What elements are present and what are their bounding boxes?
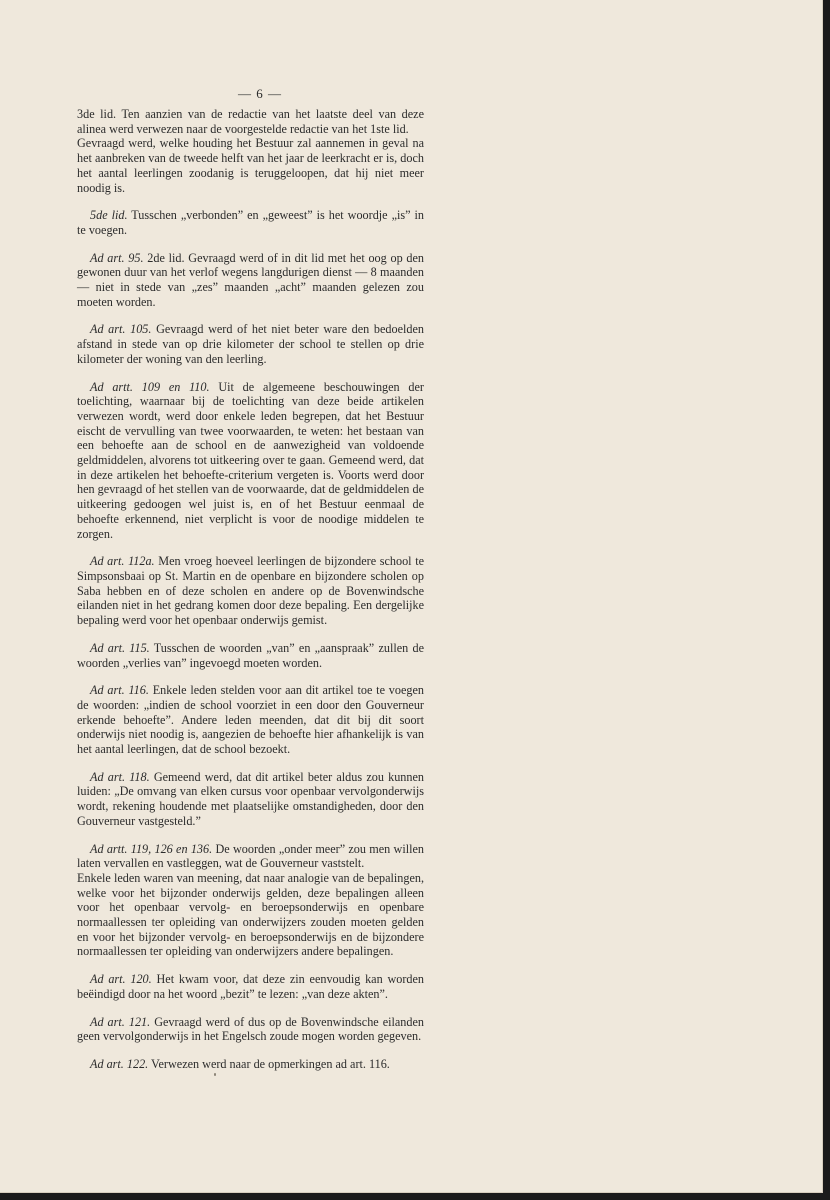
article-reference: Ad art. 105. bbox=[90, 322, 152, 337]
paragraph bbox=[77, 208, 424, 237]
article-reference: Ad art. 95. bbox=[90, 250, 144, 265]
paragraph bbox=[77, 770, 424, 829]
paragraph-text: Gevraagd werd of het niet beter ware den bedoelden afstand in stede van op drie kilometer der school te stellen op drie kilometer der woning van den leerling. bbox=[77, 322, 425, 366]
paragraph-text: Enkele leden waren van meening, dat naar analogie van de bepalingen, welke voor het bijzonder onderwijs gelden, deze bepalingen alleen voor het openbaar vervolg- en beroepsonderwijs en openbare normaallessen ter opleiding van onderwijzers zouden moeten gelden en voor het bijzonder vervolg- en beroepsonderwijs en de bijzondere normaallessen ter opleiding van onderwijzers andere bepalingen. bbox=[77, 870, 424, 959]
paragraph bbox=[77, 641, 424, 670]
paragraph-text: Enkele leden stelden voor aan dit artikel toe te voegen de woorden: „indien de school voorziet in een door den Gouverneur erkende behoefte”. Andere leden meenden, dat dit bij dit soort onderwijs niet noodig is, aangezien de behoefte hier afhankelijk is van het aantal leerlingen, dat de school bezoekt. bbox=[77, 683, 424, 757]
paragraph-text: Het kwam voor, dat deze zin eenvoudig kan worden beëindigd door na het woord „bezit” te lezen: „van deze akten”. bbox=[77, 972, 425, 1001]
document-body bbox=[77, 107, 424, 1072]
paragraph-text: Verwezen werd naar de opmerkingen ad art. 116. bbox=[148, 1056, 390, 1071]
paragraph bbox=[77, 972, 424, 1001]
paragraph-text: Men vroeg hoeveel leerlingen de bijzondere school te Simpsonsbaai op St. Martin en de openbare en bijzondere scholen op Saba hebben en of deze scholen en andere op de Bovenwindsche eilanden niet in het gedrang komen door deze bepaling. Een dergelijke bepaling werd voor het openbaar onderwijs gemist. bbox=[77, 554, 424, 628]
paragraph bbox=[77, 1015, 424, 1044]
paragraph bbox=[77, 251, 424, 310]
paragraph bbox=[77, 842, 424, 871]
paragraph-text: Uit de algemeene beschouwingen der toelichting, waarnaar bij de toelichting van deze beide artikelen verwezen wordt, werd door enkele leden begrepen, dat het Bestuur eischt de vervulling van twee voorwaarden, te weten: het bestaan van een behoefte aan de school en de aanwezigheid van voldoende geldmiddelen, alvorens tot uitkeering over te gaan. Gemeend werd, dat in deze artikelen het behoefte-criterium vergeten is. Voorts werd door hen gevraagd of het stellen van de voorwaarde, dat de geldmiddelen de uitkeering gedoogen wel juist is, en of het Bestuur eenmaal de behoefte erkennend, niet verplicht is voor de noodige middelen te zorgen. bbox=[77, 379, 424, 541]
article-reference: 5de lid. bbox=[90, 208, 128, 223]
article-reference: Ad art. 118. bbox=[90, 769, 150, 784]
paragraph bbox=[77, 380, 424, 542]
paragraph-text: 3de lid. Ten aanzien van de redactie van het laatste deel van deze alinea werd verwezen naar de voorgestelde redactie van het 1ste lid. bbox=[77, 107, 424, 136]
paragraph-text: Gevraagd werd, welke houding het Bestuur zal aannemen in geval na het aanbreken van de tweede helft van het jaar de leerkracht er is, doch het aantal leerlingen zoodanig is teruggeloopen, dat hij niet meer noodig is. bbox=[77, 136, 424, 195]
paragraph-text: De woorden „onder meer” zou men willen laten vervallen en vastleggen, wat de Gouverneur vaststelt. bbox=[77, 841, 425, 871]
article-reference: Ad art. 112a. bbox=[90, 554, 155, 569]
paragraph bbox=[77, 554, 424, 628]
article-reference: Ad art. 120. bbox=[90, 972, 152, 987]
paragraph-text: Tusschen „verbonden” en „geweest” is het woordje „is” in te voegen. bbox=[77, 208, 424, 237]
paragraph-text: Tusschen de woorden „van” en „aanspraak” zullen de woorden „verlies van” ingevoegd moeten worden. bbox=[77, 640, 424, 670]
paragraph bbox=[77, 871, 424, 959]
paragraph bbox=[77, 322, 424, 366]
article-reference: Ad art. 115. bbox=[90, 640, 150, 655]
article-reference: Ad artt. 119, 126 en 136. bbox=[90, 841, 213, 856]
paragraph-text: 2de lid. Gevraagd werd of in dit lid met het oog op den gewonen duur van het verlof wegens langdurigen dienst — 8 maanden — niet in stede van „zes” maanden „acht” maanden gelezen zou moeten worden. bbox=[77, 250, 424, 309]
paragraph-text: Gemeend werd, dat dit artikel beter aldus zou kunnen luiden: „De omvang van elken cursus voor openbaar vervolgonderwijs wordt, rekening houdende met plaatselijke omstandigheden, door den Gouverneur vastgesteld.” bbox=[77, 769, 424, 828]
paragraph bbox=[77, 136, 424, 195]
paper-speck bbox=[214, 1073, 216, 1076]
article-reference: Ad art. 122. bbox=[90, 1056, 149, 1071]
article-reference: Ad art. 116. bbox=[90, 683, 149, 698]
paragraph-text: Gevraagd werd of dus op de Bovenwindsche eilanden geen vervolgonderwijs in het Engelsch zoude mogen worden gegeven. bbox=[77, 1014, 424, 1044]
paragraph bbox=[77, 1057, 424, 1072]
article-reference: Ad artt. 109 en 110. bbox=[90, 379, 210, 394]
article-reference: Ad art. 121. bbox=[90, 1014, 151, 1029]
paragraph bbox=[77, 107, 424, 136]
page-number: — 6 — bbox=[238, 86, 282, 101]
paragraph bbox=[77, 683, 424, 757]
